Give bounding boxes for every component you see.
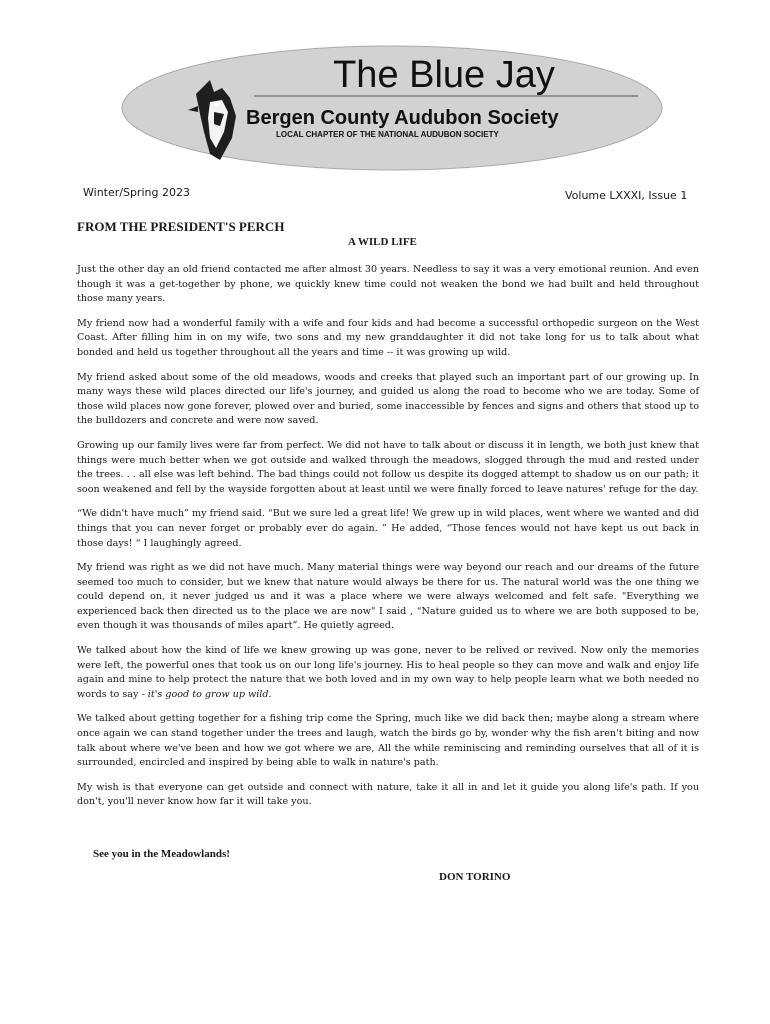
paragraph: My friend asked about some of the old meadows, woods and creeks that played such an important part of our growing up. In many ways these wild places directed our life's journey, and guided us along the road to become who we are today. Some of those wild places now gone forever, plowed over and buried, some inaccessible by fences and signs and others that stood up to the bulldozers and concrete and were now saved.	[77, 371, 699, 427]
paragraph: My wish is that everyone can get outside and connect with nature, take it all in and let it guide you along life's path. If you don't, you'll never know how far it will take you.	[77, 781, 699, 808]
paragraph: We talked about getting together for a fishing trip come the Spring, much like we did back then; maybe along a stream where once again we can stand together under the trees and laugh, watch the birds go by, wonder why the fish aren't biting and now talk about where we've been and how we got where we are, All the while reminiscing and reminding ourselves that all of it is surrounded, encircled and inspired by being able to walk in nature's path.	[77, 713, 699, 769]
masthead-tagline: LOCAL CHAPTER OF THE NATIONAL AUDUBON SOCIETY	[276, 130, 499, 139]
paragraph: My friend now had a wonderful family with a wife and four kids and had become a successful orthopedic surgeon on the West Coast. After filling him in on my wife, two sons and my new granddaughter it did not take long for us to talk about what bonded and held us together throughout all the years and time -- it was growing up wild.	[77, 317, 699, 358]
emphasis-text: it's good to grow up wild.	[147, 688, 272, 700]
paragraph: Growing up our family lives were far from perfect. We did not have to talk about or discuss it in length, we both just knew that things were much better when we got outside and walked through the meadows, slogged through the mud and rested under the trees. . . all else was left behind. The bad things could not follow us despite its dogged attempt to shadow us on our path; it soon weakened and fell by the wayside forgotten about at least until we were finally forced to leave natures' refuge for the day.	[77, 439, 699, 495]
masthead-org: Bergen County Audubon Society	[246, 107, 559, 129]
paragraph: Just the other day an old friend contacted me after almost 30 years. Needless to say it was a very emotional reunion. And even though it was a get-together by phone, we quickly knew time could not weaken the bond we had built and held throughout those many years.	[77, 264, 699, 305]
masthead-title: The Blue Jay	[333, 54, 555, 96]
article-title: A WILD LIFE	[348, 236, 417, 248]
masthead	[118, 40, 664, 180]
issue-volume: Volume LXXXI, Issue 1	[565, 189, 688, 202]
article-body	[77, 263, 699, 820]
paragraph: “We didn't have much” my friend said. “But we sure led a great life! We grew up in wild places, went where we wanted and did things that you can never forget or probably ever do again. ” He added, “Those fences would not have kept us out back in those days! “ I laughingly agreed.	[77, 508, 699, 549]
masthead-logo	[118, 40, 664, 180]
issue-season: Winter/Spring 2023	[83, 186, 190, 199]
paragraph-text: We talked about how the kind of life we knew growing up was gone, never to be relived or revived. Now only the memories were left, the powerful ones that took us on our long life's journey. His to heal people so they can move and walk and enjoy life again and mine to help protect the nature that we both loved and in my own way to help people learn what we both needed no words to say -	[77, 645, 699, 700]
paragraph-with-emphasis	[77, 644, 699, 702]
paragraph: My friend was right as we did not have much. Many material things were way beyond our reach and our dreams of the future seemed too much to consider, but we knew that nature would always be there for us. The natural world was the one thing we could depend on, it never judged us and it was a place where we were always welcomed and felt safe. "Everything we experienced back then directed us to the place we are now" I said , “Nature guided us to where we are both supposed to be, even though it was thousands of miles apart”. He quietly agreed.	[77, 562, 699, 632]
section-heading: FROM THE PRESIDENT'S PERCH	[77, 219, 285, 234]
signature: DON TORINO	[439, 871, 511, 883]
closing-line: See you in the Meadowlands!	[93, 848, 230, 860]
